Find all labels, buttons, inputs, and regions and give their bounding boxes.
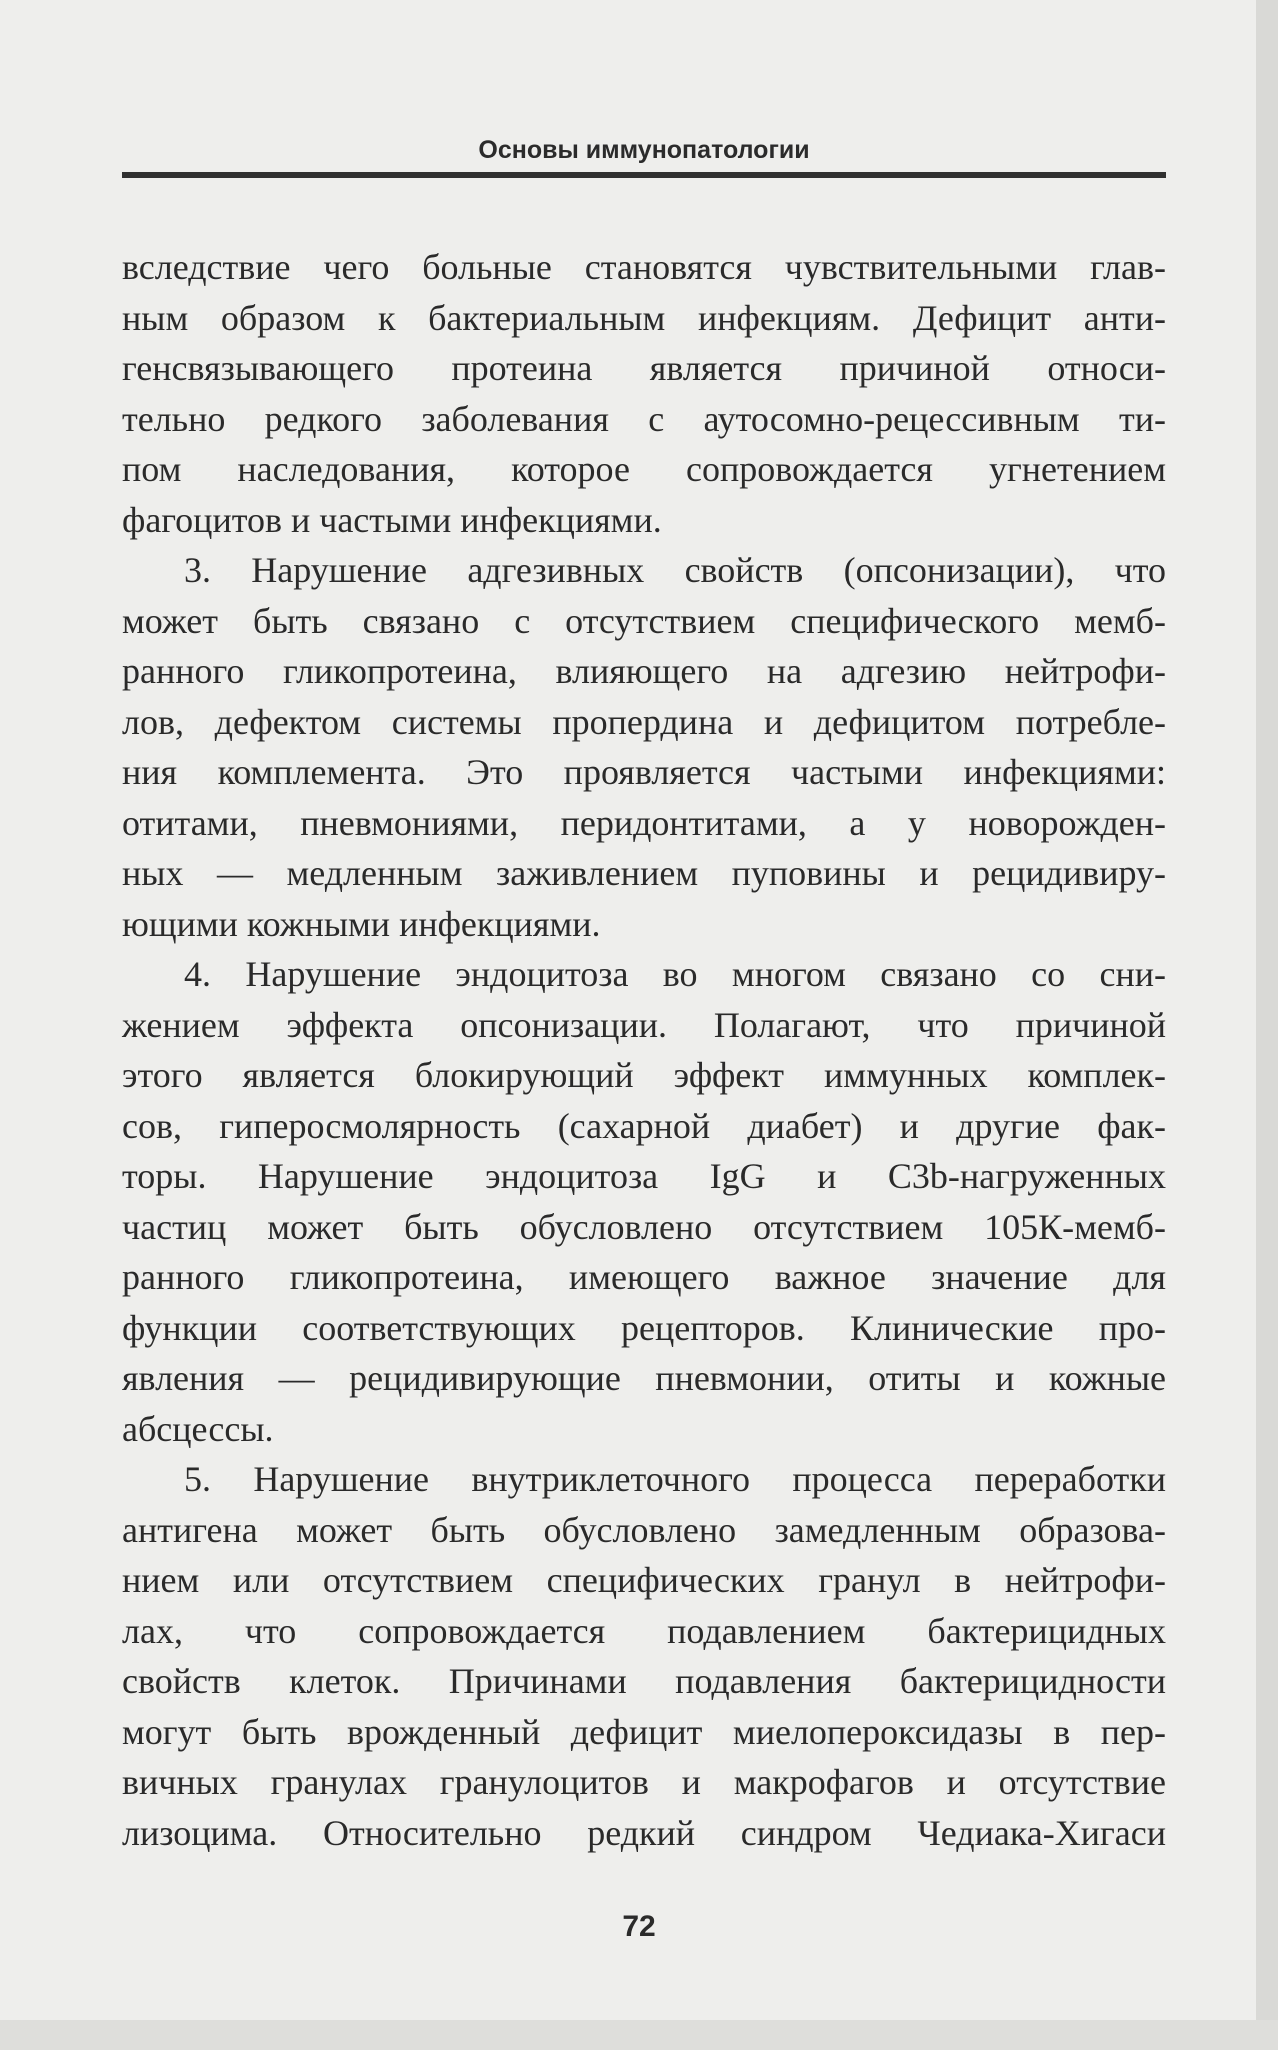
scan-shadow-right xyxy=(1256,0,1278,2050)
text-line: ющими кожными инфекциями. xyxy=(122,903,601,944)
scan-shadow-bottom xyxy=(0,2020,1278,2050)
text-line: 4. Нарушение эндоцитоза во многом связано со сни- xyxy=(184,954,1166,994)
text-line: частиц может быть обусловлено отсутствием 105К-мемб- xyxy=(122,1206,1166,1247)
text-line: лизоцима. Относительно редкий синдром Чедиака-Хигаси xyxy=(122,1812,1166,1853)
text-line: лах, что сопровождается подавлением бактерицидных xyxy=(122,1610,1166,1651)
text-line: вичных гранулах гранулоцитов и макрофагов и отсутствие xyxy=(122,1762,1166,1802)
text-line: жением эффекта опсонизации. Полагают, что причиной xyxy=(122,1004,1166,1045)
running-head: Основы иммунопатологии xyxy=(478,136,810,164)
text-line: тельно редкого заболевания с аутосомно-рецессивным ти- xyxy=(122,398,1166,439)
text-line: ранного гликопротеина, влияющего на адгезию нейтрофи- xyxy=(122,651,1166,691)
text-line: ных — медленным заживлением пуповины и рецидивиру- xyxy=(122,853,1166,893)
text-line: нием или отсутствием специфических гранул в нейтрофи- xyxy=(122,1560,1166,1600)
text-line: антигена может быть обусловлено замедленным образова- xyxy=(122,1509,1166,1550)
text-line: явления — рецидивирующие пневмонии, отиты и кожные xyxy=(122,1358,1166,1398)
text-line: пом наследования, которое сопровождается угнетением xyxy=(122,449,1166,489)
text-line: фагоцитов и частыми инфекциями. xyxy=(122,499,662,540)
text-line: 5. Нарушение внутриклеточного процесса переработки xyxy=(184,1459,1166,1499)
text-line: лов, дефектом системы пропердина и дефицитом потребле- xyxy=(122,701,1166,742)
header-rule xyxy=(122,172,1166,178)
page-number: 72 xyxy=(622,1910,656,1943)
text-line: 3. Нарушение адгезивных свойств (опсонизации), что xyxy=(184,550,1166,590)
text-line: может быть связано с отсутствием специфического мемб- xyxy=(122,600,1166,641)
text-line: отитами, пневмониями, перидонтитами, а у новорожден- xyxy=(122,802,1166,843)
text-line: функции соответствующих рецепторов. Клинические про- xyxy=(122,1307,1166,1348)
text-line: торы. Нарушение эндоцитоза IgG и C3b-нагруженных xyxy=(122,1156,1166,1196)
text-line: вследствие чего больные становятся чувствительными глав- xyxy=(122,247,1166,287)
text-line: генсвязывающего протеина является причиной относи- xyxy=(122,348,1166,388)
text-line: этого является блокирующий эффект иммунных комплек- xyxy=(122,1055,1166,1095)
text-line: ния комплемента. Это проявляется частыми инфекциями: xyxy=(122,752,1166,792)
body-text xyxy=(122,242,1166,1858)
text-line: ранного гликопротеина, имеющего важное значение для xyxy=(122,1257,1166,1297)
text-line: ным образом к бактериальным инфекциям. Дефицит анти- xyxy=(122,297,1166,338)
text-line: могут быть врожденный дефицит миелопероксидазы в пер- xyxy=(122,1711,1166,1752)
text-line: свойств клеток. Причинами подавления бактерицидности xyxy=(122,1661,1166,1701)
text-line: абсцессы. xyxy=(122,1408,274,1449)
text-line: сов, гиперосмолярность (сахарной диабет) и другие фак- xyxy=(122,1105,1166,1146)
